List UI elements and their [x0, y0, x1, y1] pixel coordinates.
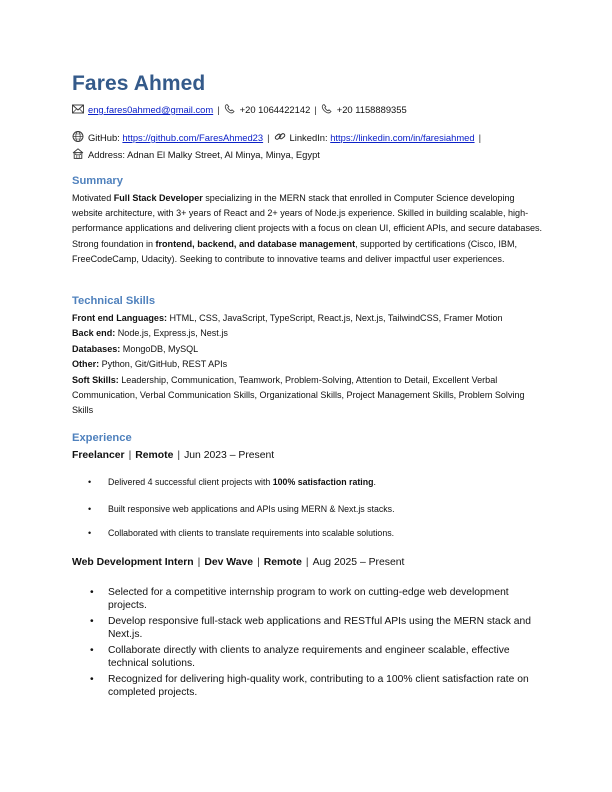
address-label: Address:: [88, 149, 125, 160]
bullet-icon: •: [88, 528, 92, 538]
summary-paragraph: [72, 191, 544, 267]
bullet-text: Recognized for delivering high-quality work, contributing to a 100% client satisfaction rate on completed projects.: [108, 674, 529, 699]
skill-row-databases: [72, 342, 544, 357]
bullet-icon: •: [90, 616, 94, 627]
job-title-freelancer: [72, 450, 274, 461]
linkedin-link[interactable]: https://linkedin.com/in/faresiahmed: [330, 132, 475, 143]
bullet-icon: •: [90, 587, 94, 598]
job-dates: Aug 2025 – Present: [312, 557, 405, 568]
summary-highlight: Full Stack Developer: [113, 193, 203, 203]
separator: |: [128, 450, 132, 461]
job-company: Dev Wave: [204, 557, 254, 568]
github-link[interactable]: https://github.com/FaresAhmed23: [122, 132, 264, 143]
phone-icon: [321, 104, 333, 114]
address-value: Adnan El Malky Street, Al Minya, Minya, Egypt: [127, 149, 320, 160]
summary-text: Motivated: [72, 193, 114, 203]
job-location: Remote: [263, 557, 302, 568]
job-title-intern: [72, 557, 404, 568]
skill-row-soft-skills: [72, 373, 544, 419]
skill-value: Python, Git/GitHub, REST APIs: [99, 359, 228, 369]
bullet-text: [108, 476, 376, 488]
skill-label: Other:: [72, 359, 100, 369]
summary-heading: Summary: [72, 175, 123, 187]
bullet-text: Collaborate directly with clients to analyze requirements and engineer scalable, effective technical solutions.: [108, 645, 510, 670]
summary-text: specializing in the MERN stack that enrolled in Computer Science developing website architecture, with 3+ years of React and 2+ years of Node.js experience. Skilled in building scalable, high-performance applications and delivering client projects with a focus on clean UI, efficient APIs, and secure databases. Strong foundation in: [72, 193, 543, 249]
separator: |: [305, 557, 309, 568]
skill-label: Soft Skills:: [72, 375, 119, 385]
separator: |: [257, 557, 260, 568]
bullet-text: Built responsive web applications and APIs using MERN & Next.js stacks.: [108, 504, 395, 514]
globe-icon: [72, 131, 84, 141]
github-label: GitHub:: [88, 132, 120, 143]
contact-line-1: [72, 104, 407, 116]
bullet-text-part: .: [373, 477, 376, 487]
skill-value: Node.js, Express.js, Nest.js: [115, 328, 228, 338]
job-location: Remote: [135, 450, 174, 461]
skill-value: HTML, CSS, JavaScript, TypeScript, React.js, Next.js, TailwindCSS, Framer Motion: [167, 313, 503, 323]
experience-heading: Experience: [72, 432, 132, 444]
phone-number-2: +20 1158889355: [336, 104, 407, 115]
email-link[interactable]: eng.fares0ahmed@gmail.com: [88, 104, 214, 115]
bullet-text: Develop responsive full-stack web applications and RESTful APIs using the MERN stack and Next.js.: [108, 616, 531, 641]
skill-value: MongoDB, MySQL: [120, 344, 199, 354]
job-role: Freelancer: [72, 450, 125, 461]
phone-number-1: +20 1064422142: [239, 104, 311, 115]
skill-value: Leadership, Communication, Teamwork, Problem-Solving, Attention to Detail, Excellent Verbal Communication, Verbal Communication Skills, Organizational Skills, Project Management Skills, Problem Solving Skills: [72, 375, 525, 416]
envelope-icon: [72, 104, 84, 114]
job-dates: Jun 2023 – Present: [184, 450, 275, 461]
phone-icon: [224, 104, 236, 114]
link-icon: [274, 131, 286, 141]
job-role: Web Development Intern: [72, 557, 194, 568]
skill-row-backend: [72, 326, 544, 341]
house-icon: [72, 148, 84, 158]
separator: |: [478, 132, 481, 143]
separator: |: [267, 132, 270, 143]
bullet-icon: •: [90, 674, 94, 685]
skill-row-other: [72, 357, 544, 372]
skill-label: Front end Languages:: [72, 313, 167, 323]
bullet-icon: •: [90, 645, 94, 656]
candidate-name: Fares Ahmed: [72, 72, 206, 95]
separator: |: [197, 557, 201, 568]
skill-label: Back end:: [72, 328, 116, 338]
contact-line-2: [72, 131, 485, 144]
summary-text: , supported by certifications (Cisco, IBM, FreeCodeCamp, Udacity). Seeking to contribute to innovative teams and deliver impactful user experiences.: [72, 238, 517, 264]
summary-highlight: frontend, backend, and database management: [155, 238, 356, 249]
bullet-text-bold: 100% satisfaction rating: [272, 477, 374, 487]
separator: |: [314, 104, 317, 115]
bullet-icon: •: [88, 504, 92, 514]
bullet-text: Selected for a competitive internship program to work on cutting-edge web development projects.: [108, 587, 509, 612]
skill-label: Databases:: [72, 344, 121, 354]
technical-skills-heading: Technical Skills: [72, 295, 156, 307]
separator: |: [177, 450, 181, 461]
bullet-text: Collaborated with clients to translate requirements into scalable solutions.: [108, 528, 395, 538]
address-line: [72, 148, 320, 161]
linkedin-label: LinkedIn:: [289, 132, 328, 143]
bullet-text-part: Delivered 4 successful client projects with: [108, 477, 273, 487]
separator: |: [217, 104, 220, 115]
bullet-icon: •: [88, 477, 92, 487]
skill-row-frontend: [72, 311, 544, 326]
